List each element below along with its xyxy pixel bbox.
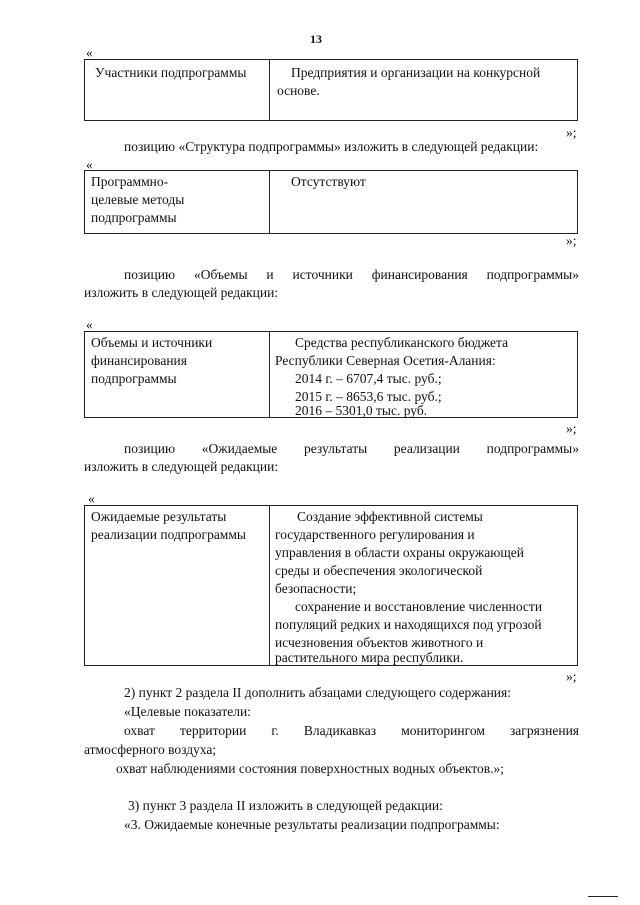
- table-label: подпрограммы: [91, 210, 177, 225]
- page-number: 13: [310, 32, 322, 46]
- quote-close: »;: [566, 125, 577, 140]
- paragraph: позицию «Объемы и источники финансирования подпрограммы»: [124, 267, 579, 282]
- table-label: целевые методы: [91, 192, 185, 207]
- table-participants: [84, 59, 578, 121]
- paragraph: изложить в следующей редакции:: [84, 285, 279, 300]
- table-value: Средства республиканского бюджета: [295, 335, 509, 350]
- table-methods: [84, 170, 578, 234]
- paragraph: 3) пункт 3 раздела II изложить в следующей редакции:: [128, 798, 443, 813]
- table-value: исчезновения объектов животного и: [275, 635, 484, 650]
- table-value: Предприятия и организации на конкурсной: [291, 65, 541, 80]
- table-value: Отсутствуют: [291, 174, 366, 189]
- quote-close: »;: [566, 669, 577, 684]
- table-results: [84, 505, 578, 666]
- paragraph: охват территории г. Владикавказ мониторингом загрязнения: [124, 723, 579, 738]
- quote-close: »;: [566, 233, 577, 248]
- table-label: Ожидаемые результаты: [91, 509, 227, 524]
- footer-mark: [588, 896, 618, 897]
- table-value: безопасности;: [275, 581, 357, 596]
- quote-open: «: [88, 491, 95, 506]
- table-value: государственного регулирования и: [275, 527, 475, 542]
- table-value: сохранение и восстановление численности: [295, 599, 543, 614]
- paragraph: 2) пункт 2 раздела II дополнить абзацами следующего содержания:: [124, 685, 511, 700]
- quote-open: «: [86, 157, 93, 172]
- table-value: популяций редких и находящихся под угрозой: [275, 617, 542, 632]
- paragraph: «Целевые показатели:: [124, 704, 251, 719]
- paragraph: позицию «Структура подпрограммы» изложить в следующей редакции:: [124, 139, 539, 154]
- paragraph: охват наблюдениями состояния поверхностных водных объектов.»;: [116, 761, 505, 776]
- table-value: 2014 г. – 6707,4 тыс. руб.;: [295, 371, 442, 386]
- table-label: Участники подпрограммы: [95, 65, 247, 80]
- table-value: управления в области охраны окружающей: [275, 545, 524, 560]
- paragraph: изложить в следующей редакции:: [84, 459, 279, 474]
- table-label: подпрограммы: [91, 371, 177, 386]
- quote-close: »;: [566, 421, 577, 436]
- table-value: растительного мира республики.: [275, 650, 464, 665]
- table-label: финансирования: [91, 353, 187, 368]
- table-label: реализации подпрограммы: [91, 527, 246, 542]
- table-label: Объемы и источники: [91, 335, 213, 350]
- table-value: Республики Северная Осетия-Алания:: [275, 353, 496, 368]
- table-value: основе.: [277, 83, 320, 98]
- paragraph: «3. Ожидаемые конечные результаты реализации подпрограммы:: [124, 817, 500, 832]
- paragraph: позицию «Ожидаемые результаты реализации подпрограммы»: [124, 441, 579, 456]
- table-value: 2016 – 5301,0 тыс. руб.: [295, 403, 428, 418]
- paragraph: атмосферного воздуха;: [84, 742, 217, 757]
- quote-open: «: [86, 317, 93, 332]
- table-label: Программно-: [91, 174, 169, 189]
- quote-open: «: [86, 45, 93, 60]
- table-value: 2015 г. – 8653,6 тыс. руб.;: [295, 389, 442, 404]
- table-financing: [84, 331, 578, 418]
- table-value: Создание эффективной системы: [297, 509, 483, 524]
- table-value: среды и обеспечения экологической: [275, 563, 483, 578]
